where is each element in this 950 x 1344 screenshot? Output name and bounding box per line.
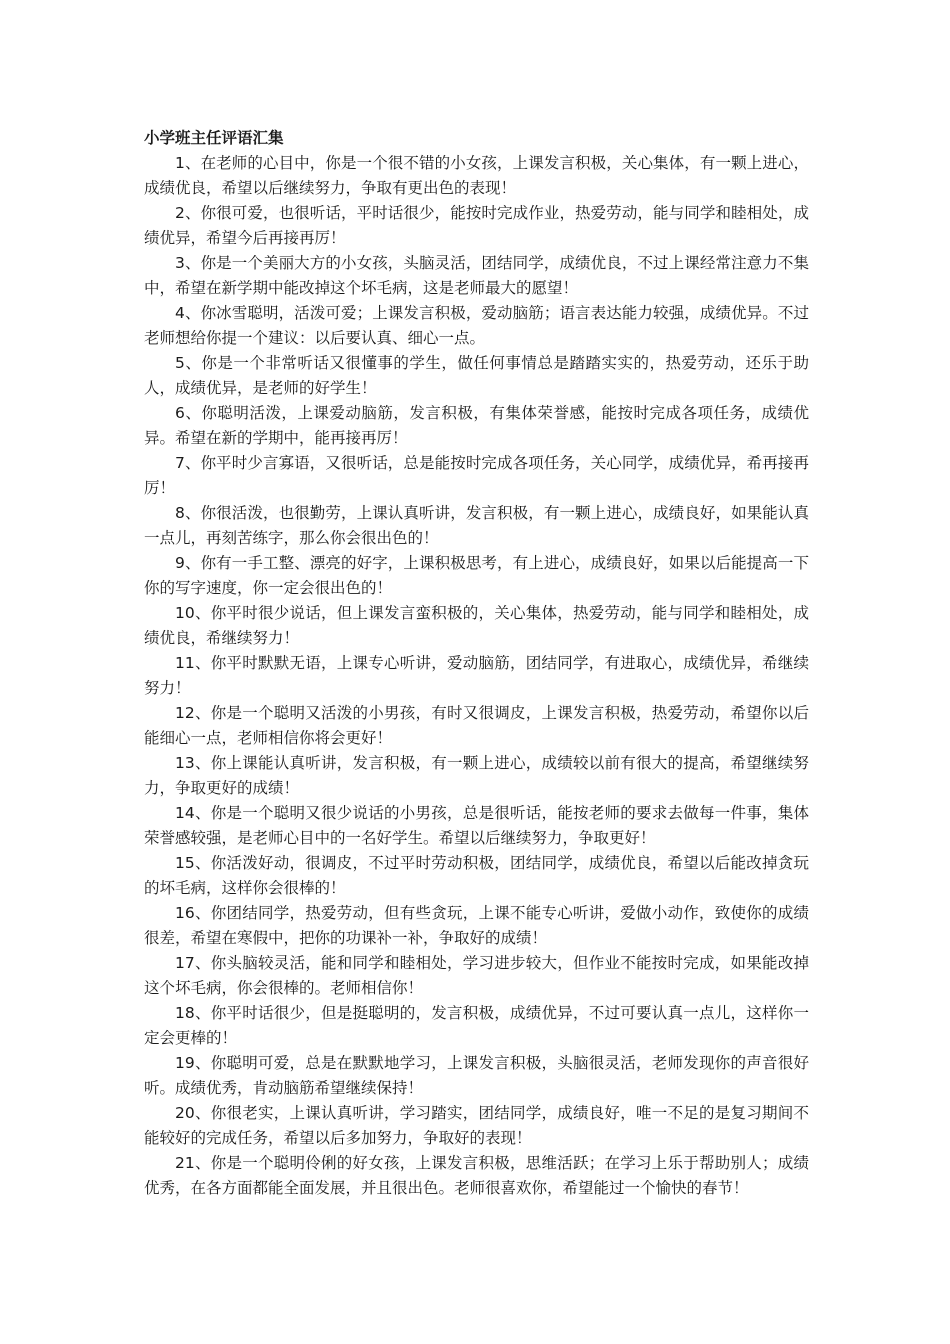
comment-item: 18、你平时话很少，但是挺聪明的，发言积极，成绩优异，不过可要认真一点儿，这样你一定会更棒的！ — [144, 1004, 809, 1047]
document-title: 小学班主任评语汇集 — [144, 129, 284, 147]
comment-item: 20、你很老实，上课认真听讲，学习踏实，团结同学，成绩良好，唯一不足的是复习期间不能较好的完成任务，希望以后多加努力，争取好的表现！ — [144, 1104, 809, 1147]
comment-item: 12、你是一个聪明又活泼的小男孩，有时又很调皮，上课发言积极，热爱劳动，希望你以后能细心一点，老师相信你将会更好！ — [144, 704, 809, 747]
comment-item: 19、你聪明可爱，总是在默默地学习，上课发言积极，头脑很灵活，老师发现你的声音很好听。成绩优秀，肯动脑筋希望继续保持！ — [144, 1054, 809, 1097]
comment-item: 15、你活泼好动，很调皮，不过平时劳动积极，团结同学，成绩优良，希望以后能改掉贪玩的坏毛病，这样你会很棒的！ — [144, 854, 809, 897]
comment-item: 5、你是一个非常听话又很懂事的学生，做任何事情总是踏踏实实的，热爱劳动，还乐于助人，成绩优异，是老师的好学生！ — [144, 354, 809, 397]
comment-item: 3、你是一个美丽大方的小女孩，头脑灵活，团结同学，成绩优良，不过上课经常注意力不集中，希望在新学期中能改掉这个坏毛病，这是老师最大的愿望！ — [144, 254, 809, 297]
document-page — [144, 126, 809, 1201]
comment-item: 8、你很活泼，也很勤劳，上课认真听讲，发言积极，有一颗上进心，成绩良好，如果能认真一点儿，再刻苦练字，那么你会很出色的！ — [144, 504, 809, 547]
comment-item: 17、你头脑较灵活，能和同学和睦相处，学习进步较大，但作业不能按时完成，如果能改掉这个坏毛病，你会很棒的。老师相信你！ — [144, 954, 809, 997]
comment-item: 10、你平时很少说话，但上课发言蛮积极的，关心集体，热爱劳动，能与同学和睦相处，成绩优良，希继续努力！ — [144, 604, 809, 647]
comment-item: 9、你有一手工整、漂亮的好字，上课积极思考，有上进心，成绩良好，如果以后能提高一下你的写字速度，你一定会很出色的！ — [144, 554, 809, 597]
comment-item: 7、你平时少言寡语，又很听话，总是能按时完成各项任务，关心同学，成绩优异，希再接再厉！ — [144, 454, 809, 497]
comment-item: 2、你很可爱，也很听话，平时话很少，能按时完成作业，热爱劳动，能与同学和睦相处，成绩优异，希望今后再接再厉！ — [144, 204, 809, 247]
comment-item: 11、你平时默默无语，上课专心听讲，爱动脑筋，团结同学，有进取心，成绩优异，希继续努力！ — [144, 654, 809, 697]
comment-item: 1、在老师的心目中，你是一个很不错的小女孩，上课发言积极，关心集体，有一颗上进心，成绩优良，希望以后继续努力，争取有更出色的表现！ — [144, 154, 809, 197]
comment-item: 16、你团结同学，热爱劳动，但有些贪玩，上课不能专心听讲，爱做小动作，致使你的成绩很差，希望在寒假中，把你的功课补一补，争取好的成绩！ — [144, 904, 809, 947]
comment-item: 21、你是一个聪明伶俐的好女孩，上课发言积极，思维活跃；在学习上乐于帮助别人；成绩优秀，在各方面都能全面发展，并且很出色。老师很喜欢你，希望能过一个愉快的春节！ — [144, 1154, 809, 1197]
comment-item: 6、你聪明活泼，上课爱动脑筋，发言积极，有集体荣誉感，能按时完成各项任务，成绩优异。希望在新的学期中，能再接再厉！ — [144, 404, 809, 447]
comment-item: 14、你是一个聪明又很少说话的小男孩，总是很听话，能按老师的要求去做每一件事，集体荣誉感较强，是老师心目中的一名好学生。希望以后继续努力，争取更好！ — [144, 804, 809, 847]
comment-item: 4、你冰雪聪明，活泼可爱；上课发言积极，爱动脑筋；语言表达能力较强，成绩优异。不过老师想给你提一个建议：以后要认真、细心一点。 — [144, 304, 809, 347]
comment-item: 13、你上课能认真听讲，发言积极，有一颗上进心，成绩较以前有很大的提高，希望继续努力，争取更好的成绩！ — [144, 754, 809, 797]
